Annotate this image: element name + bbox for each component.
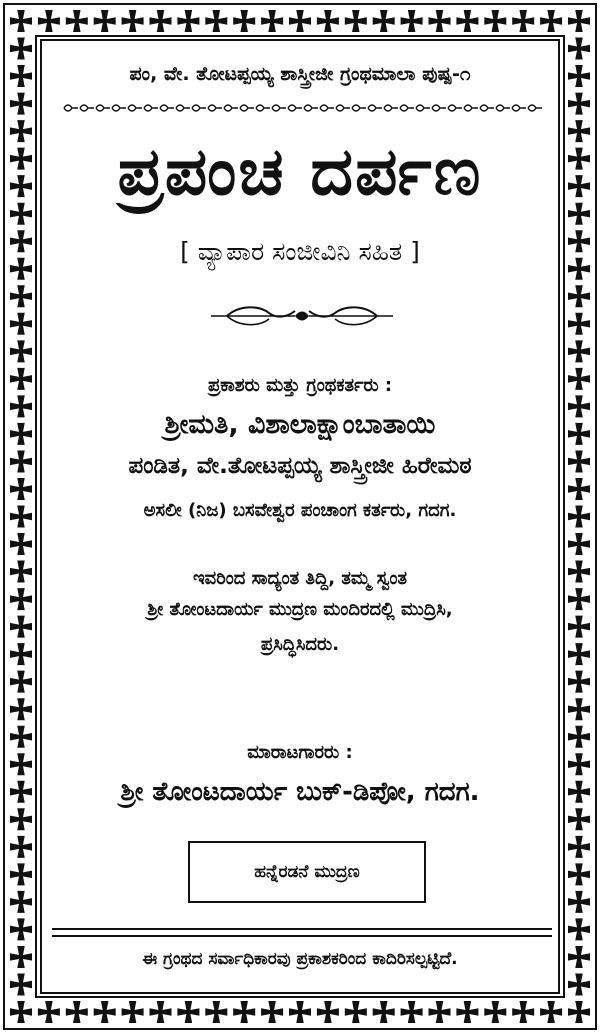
decorative-strip — [60, 101, 544, 115]
strip-loop — [80, 105, 94, 111]
cross-pattee-icon — [10, 616, 32, 638]
cross-pattee-icon — [261, 10, 283, 32]
flourish-ornament — [207, 303, 397, 329]
cross-pattee-icon — [10, 698, 32, 720]
cross-pattee-icon — [10, 285, 32, 307]
strip-loop — [448, 105, 462, 111]
cross-pattee-icon — [568, 38, 590, 60]
cross-pattee-icon — [568, 120, 590, 142]
distributor-name: ಶ್ರೀ ತೋಂಟದಾರ್ಯ ಬುಕ್-ಡಿಪೋ, ಗದಗ. — [120, 777, 480, 807]
strip-loop — [96, 105, 110, 111]
cross-pattee-icon — [289, 10, 311, 32]
edition-box — [188, 841, 426, 903]
printing-note-line: ಶ್ರೀ ತೋಂಟದಾರ್ಯ ಮುದ್ರಣ ಮಂದಿರದಲ್ಲಿ ಮುದ್ರಿಸಿ, — [147, 599, 453, 620]
strip-loop — [176, 105, 190, 111]
cross-pattee-icon — [568, 588, 590, 610]
cross-pattee-icon — [373, 1001, 395, 1023]
cross-pattee-icon — [205, 1001, 227, 1023]
cross-pattee-icon — [10, 643, 32, 665]
cross-pattee-icon — [568, 450, 590, 472]
cross-pattee-icon — [345, 1001, 367, 1023]
cross-pattee-icon — [568, 10, 590, 32]
cross-pattee-icon — [512, 10, 534, 32]
cross-pattee-icon — [177, 10, 199, 32]
strip-loop — [144, 105, 158, 111]
cross-pattee-icon — [568, 753, 590, 775]
cross-pattee-icon — [568, 726, 590, 748]
cross-pattee-icon — [568, 836, 590, 858]
cross-pattee-icon — [122, 1001, 144, 1023]
strip-loop — [128, 105, 142, 111]
cross-pattee-icon — [373, 10, 395, 32]
strip-loop — [480, 105, 494, 111]
cross-pattee-icon — [94, 1001, 116, 1023]
strip-loop — [416, 105, 430, 111]
cross-pattee-icon — [568, 313, 590, 335]
cross-pattee-icon — [568, 368, 590, 390]
printing-note-line: ಪ್ರಸಿದ್ಧಿಸಿದರು. — [260, 634, 340, 655]
cross-pattee-icon — [10, 891, 32, 913]
cross-pattee-icon — [10, 368, 32, 390]
cross-pattee-icon — [10, 863, 32, 885]
cross-pattee-icon — [10, 561, 32, 583]
strip-loop — [528, 105, 542, 111]
cross-pattee-icon — [568, 671, 590, 693]
strip-loop — [288, 105, 302, 111]
strip-loop — [336, 105, 350, 111]
strip-loop — [384, 105, 398, 111]
cross-pattee-icon — [540, 1001, 562, 1023]
cross-pattee-icon — [10, 423, 32, 445]
cross-pattee-icon — [10, 450, 32, 472]
strip-loop — [64, 105, 78, 111]
cross-pattee-icon — [456, 1001, 478, 1023]
strip-loop — [192, 105, 206, 111]
cross-pattee-icon — [401, 1001, 423, 1023]
cross-pattee-icon — [568, 698, 590, 720]
cross-pattee-icon — [233, 1001, 255, 1023]
cross-pattee-icon — [150, 10, 172, 32]
page-content — [42, 41, 558, 992]
cross-pattee-icon — [568, 423, 590, 445]
cross-pattee-icon — [568, 533, 590, 555]
edition-label: ಹನ್ನೆರಡನೆ ಮುದ್ರಣ — [254, 862, 360, 882]
book-title: ಪ್ರಪಂಚ ದರ್ಪಣ — [117, 133, 483, 210]
series-line: ಪಂ, ವೇ. ತೋಟಪ್ಪಯ್ಯ ಶಾಸ್ತ್ರೀಜೀ ಗ್ರಂಥಮಾಲಾ ಪುಷ್ಪ-೧ — [129, 63, 471, 85]
strip-loop — [400, 105, 414, 111]
cross-pattee-icon — [38, 1001, 60, 1023]
cross-pattee-icon — [10, 340, 32, 362]
cross-pattee-icon — [568, 258, 590, 280]
cross-pattee-icon — [317, 1001, 339, 1023]
cross-pattee-icon — [10, 395, 32, 417]
cross-pattee-icon — [66, 1001, 88, 1023]
cross-pattee-icon — [568, 340, 590, 362]
printing-note-line: ಇವರಿಂದ ಸಾದ್ಯಂತ ತಿದ್ದಿ, ತಮ್ಮ ಸ್ವಂತ — [192, 568, 407, 589]
cross-pattee-icon — [10, 781, 32, 803]
cross-pattee-icon — [10, 1001, 32, 1023]
cross-pattee-icon — [568, 808, 590, 830]
cross-pattee-icon — [568, 230, 590, 252]
cross-pattee-icon — [568, 148, 590, 170]
cross-pattee-icon — [456, 10, 478, 32]
cross-pattee-icon — [10, 918, 32, 940]
author-credit: ಅಸಲೀ (ನಿಜ) ಬಸವೇಶ್ವರ ಪಂಚಾಂಗ ಕರ್ತರು, ಗದಗ. — [143, 500, 457, 521]
author-name: ಶ್ರೀಮತಿ, ವಿಶಾಲಾಕ್ಷಾಂಬಾತಾಯಿ — [164, 409, 436, 440]
cross-pattee-icon — [345, 10, 367, 32]
cross-pattee-icon — [233, 10, 255, 32]
cross-pattee-icon — [10, 588, 32, 610]
cross-pattee-icon — [10, 65, 32, 87]
cross-pattee-icon — [484, 1001, 506, 1023]
cross-pattee-icon — [94, 10, 116, 32]
strip-loop — [432, 105, 446, 111]
cross-pattee-icon — [10, 313, 32, 335]
cross-pattee-icon — [10, 148, 32, 170]
strip-loop — [464, 105, 478, 111]
cross-pattee-icon — [10, 946, 32, 968]
cross-pattee-icon — [150, 1001, 172, 1023]
cross-pattee-icon — [10, 726, 32, 748]
cross-pattee-icon — [568, 946, 590, 968]
cross-pattee-icon — [568, 643, 590, 665]
cross-pattee-icon — [401, 10, 423, 32]
cross-pattee-icon — [568, 616, 590, 638]
cross-pattee-icon — [568, 395, 590, 417]
cross-pattee-icon — [568, 561, 590, 583]
cross-pattee-icon — [429, 10, 451, 32]
divider-rule — [52, 935, 552, 937]
cross-pattee-icon — [205, 10, 227, 32]
cross-pattee-icon — [38, 10, 60, 32]
cross-pattee-icon — [568, 891, 590, 913]
strip-loop — [496, 105, 510, 111]
strip-loop — [224, 105, 238, 111]
strip-loop — [320, 105, 334, 111]
cross-pattee-icon — [484, 10, 506, 32]
cross-pattee-icon — [568, 65, 590, 87]
cross-pattee-icon — [10, 973, 32, 995]
cross-pattee-icon — [540, 10, 562, 32]
cross-pattee-icon — [10, 506, 32, 528]
publisher-label: ಪ್ರಕಾಶರು ಮತ್ತು ಗ್ರಂಥಕರ್ತರು : — [207, 375, 393, 396]
cross-pattee-icon — [10, 203, 32, 225]
cross-pattee-icon — [568, 175, 590, 197]
cross-pattee-icon — [568, 478, 590, 500]
divider-rule — [52, 928, 552, 930]
book-subtitle: [ ವ್ಯಾಪಾರ ಸಂಜೀವಿನಿ ಸಹಿತ ] — [180, 237, 420, 266]
cross-pattee-icon — [568, 973, 590, 995]
cross-pattee-icon — [10, 120, 32, 142]
cross-pattee-icon — [10, 533, 32, 555]
strip-loop — [112, 105, 126, 111]
distributor-label: ಮಾರಾಟಗಾರರು : — [247, 742, 353, 763]
cross-pattee-icon — [66, 10, 88, 32]
cross-pattee-icon — [122, 10, 144, 32]
cross-pattee-icon — [568, 918, 590, 940]
cross-pattee-icon — [10, 808, 32, 830]
inner-frame — [40, 39, 560, 994]
cross-pattee-icon — [512, 1001, 534, 1023]
cross-pattee-icon — [568, 863, 590, 885]
strip-loop — [352, 105, 366, 111]
cross-pattee-icon — [10, 10, 32, 32]
cross-pattee-icon — [10, 836, 32, 858]
strip-loop — [256, 105, 270, 111]
cross-pattee-icon — [568, 285, 590, 307]
cross-pattee-icon — [568, 93, 590, 115]
cross-pattee-icon — [10, 258, 32, 280]
co-author-name: ಪಂಡಿತ, ವೇ.ತೋಟಪ್ಪಯ್ಯ ಶಾಸ್ತ್ರೀಜೀ ಹಿರೇಮಠ — [128, 453, 472, 479]
cross-pattee-icon — [10, 175, 32, 197]
cross-pattee-icon — [10, 93, 32, 115]
cross-pattee-icon — [10, 478, 32, 500]
strip-loop — [208, 105, 222, 111]
cross-pattee-icon — [289, 1001, 311, 1023]
strip-loop — [272, 105, 286, 111]
cross-pattee-icon — [177, 1001, 199, 1023]
cross-pattee-icon — [568, 203, 590, 225]
copyright-notice: ಈ ಗ್ರಂಥದ ಸರ್ವಾಧಿಕಾರವು ಪ್ರಕಾಶಕರಿಂದ ಕಾದಿರಿಸಲ್ಪಟ್ಟಿದೆ. — [142, 949, 458, 969]
strip-loop — [160, 105, 174, 111]
strip-loop — [304, 105, 318, 111]
cross-pattee-icon — [568, 781, 590, 803]
cross-pattee-icon — [261, 1001, 283, 1023]
strip-loop — [368, 105, 382, 111]
cross-pattee-icon — [10, 671, 32, 693]
cross-pattee-icon — [10, 230, 32, 252]
cross-pattee-icon — [568, 506, 590, 528]
strip-loop — [512, 105, 526, 111]
cross-pattee-icon — [317, 10, 339, 32]
cross-pattee-icon — [568, 1001, 590, 1023]
cross-pattee-icon — [10, 38, 32, 60]
strip-loop — [240, 105, 254, 111]
cross-pattee-icon — [10, 753, 32, 775]
cross-pattee-icon — [429, 1001, 451, 1023]
